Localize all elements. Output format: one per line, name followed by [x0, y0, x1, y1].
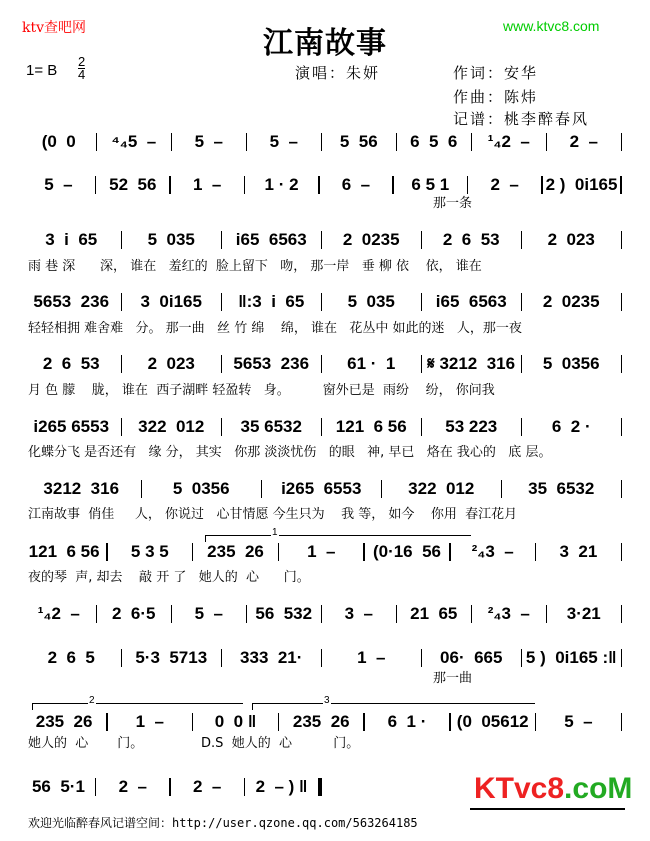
footer-text: 欢迎光临醉春风记谱空间：http://user.qzone.qq.com/563264185 — [28, 816, 418, 830]
barline — [621, 293, 623, 311]
barline — [521, 355, 523, 373]
measure: 322 012 — [138, 417, 205, 436]
measure: 3 – — [344, 604, 373, 623]
measure: 121 6 56 — [335, 417, 407, 436]
lyrics-line: 夜的琴 声, 却去 敲 开 了 她人的 心 门。 — [28, 570, 310, 585]
barline — [471, 605, 473, 623]
measure: 121 6 56 — [28, 542, 100, 561]
measure: i65 6563 — [235, 230, 307, 249]
barline — [244, 176, 246, 194]
measure: 35 6532 — [240, 417, 302, 436]
measure: 1 – — [193, 175, 222, 194]
measure: 0 0 ‖ — [214, 712, 257, 731]
measure: 35 6532 — [528, 479, 595, 498]
measure: 333 21· — [240, 648, 303, 667]
barline — [121, 293, 123, 311]
notation-row — [25, 541, 625, 563]
measure: 3 i 65 — [45, 230, 98, 249]
barline — [421, 418, 423, 436]
measure: 53 223 — [445, 417, 498, 436]
measure: 𝄋 3212 316 — [427, 354, 516, 373]
volta-2 — [32, 695, 243, 710]
measure: 5·3 5713 — [135, 648, 208, 667]
transcriber: 记谱：桃李醉春风 — [453, 110, 590, 128]
measure: 5 035 — [147, 230, 195, 249]
barline — [621, 605, 623, 623]
lyrics-line: 那一条 — [28, 196, 472, 211]
barline — [121, 649, 123, 667]
barline — [321, 293, 323, 311]
measure: 6 5 6 — [410, 132, 458, 151]
measure: 2 6 5 — [47, 648, 95, 667]
barline — [521, 649, 523, 667]
barline — [221, 418, 223, 436]
notation-row — [25, 229, 625, 251]
barline — [421, 355, 423, 373]
barline — [106, 713, 108, 731]
measure: ¹₄2 – — [37, 604, 80, 623]
barline — [246, 605, 248, 623]
barline — [621, 713, 623, 731]
measure: (0·16 56 — [372, 542, 441, 561]
measure: 5 – — [564, 712, 593, 731]
measure: 2 – — [569, 132, 598, 151]
measure: i265 6553 — [281, 479, 362, 498]
barline — [169, 176, 171, 194]
barline — [278, 713, 280, 731]
measure: 235 26 — [207, 542, 264, 561]
measure: 5 56 — [339, 132, 378, 151]
barline — [421, 649, 423, 667]
barline — [449, 543, 451, 561]
volta-1-label: 1 — [272, 527, 278, 538]
measure: 5 0356 — [542, 354, 600, 373]
barline — [421, 231, 423, 249]
measure: 2 6 53 — [42, 354, 100, 373]
barline — [106, 543, 108, 561]
barline — [621, 231, 623, 249]
measure: 1 – — [135, 712, 164, 731]
barline — [467, 176, 469, 194]
barline — [521, 418, 523, 436]
measure: 6 1 · — [387, 712, 427, 731]
logo-divider — [470, 808, 625, 810]
measure: 2 – ) ‖ — [255, 777, 308, 796]
site-url-right: www.ktvc8.com — [503, 18, 600, 34]
barline — [396, 133, 398, 151]
measure: 2 – — [193, 777, 222, 796]
lyrics-line: 化蝶分飞 是否还有 缘 分， 其实 你那 淡淡忧伤 的眼 神, 早已 烙在 我心的 底 层。 — [28, 445, 552, 460]
measure: 2 023 — [147, 354, 195, 373]
barline — [621, 355, 623, 373]
song-title: 江南故事 — [263, 26, 387, 61]
measure: 3 0i165 — [140, 292, 202, 311]
meter-top: 2 — [78, 54, 86, 69]
barline — [246, 133, 248, 151]
volta-1 — [205, 527, 471, 542]
notation-row — [25, 647, 625, 669]
barline — [192, 713, 194, 731]
barline — [621, 418, 623, 436]
barline — [392, 176, 394, 194]
barline — [321, 355, 323, 373]
measure: 5 – — [194, 604, 223, 623]
measure: 2 6 53 — [442, 230, 500, 249]
barline — [221, 231, 223, 249]
barline — [121, 231, 123, 249]
barline — [95, 778, 97, 796]
barline — [192, 543, 194, 561]
measure: 5 035 — [347, 292, 395, 311]
measure: 56 532 — [255, 604, 313, 623]
measure: 5653 236 — [233, 354, 310, 373]
barline — [421, 293, 423, 311]
barline — [278, 543, 280, 561]
measure: 322 012 — [408, 479, 475, 498]
barline — [621, 133, 623, 151]
measure: 5 ) 0i165 :‖ — [525, 648, 617, 667]
measure: 56 5·1 — [31, 777, 85, 796]
barline — [621, 649, 623, 667]
measure: ‖:3 i 65 — [238, 292, 305, 311]
composer: 作曲：陈炜 — [453, 88, 539, 106]
lyrics-line: 那一曲 — [28, 671, 472, 686]
barline — [244, 778, 246, 796]
lyrics-line: 月 色 朦 胧， 谁在 西子湖畔 轻盈转 身。 窗外已是 雨纷 纷， 你问我 — [28, 383, 495, 398]
barline — [521, 231, 523, 249]
notation-row — [25, 174, 625, 196]
singer: 演唱：朱妍 — [295, 64, 381, 82]
notation-row — [25, 603, 625, 625]
barline — [621, 543, 623, 561]
barline — [541, 176, 543, 194]
logo-red: KTvc8 — [474, 772, 565, 805]
ktvc8-logo — [474, 772, 632, 806]
barline — [321, 605, 323, 623]
measure: 5 0356 — [172, 479, 230, 498]
barline — [318, 778, 322, 796]
measure: ¹₄2 – — [487, 132, 530, 151]
measure: 2 – — [490, 175, 519, 194]
measure: (0 0 — [41, 132, 76, 151]
measure: 06· 665 — [440, 648, 503, 667]
measure: 3·21 — [566, 604, 601, 623]
measure: 2 0235 — [542, 292, 600, 311]
measure: 235 26 — [292, 712, 350, 731]
barline — [546, 133, 548, 151]
measure: 2 – — [118, 777, 147, 796]
key-signature: 1= B — [26, 62, 58, 79]
measure: 235 26 — [35, 712, 93, 731]
barline — [221, 355, 223, 373]
barline — [321, 231, 323, 249]
barline — [396, 605, 398, 623]
barline — [221, 649, 223, 667]
lyrics-line: 雨 巷 深 深， 谁在 羞红的 脸上留下 吻， 那一岸 垂 柳 依 依， 谁在 — [28, 259, 482, 274]
logo-green: .coM — [564, 772, 633, 805]
lyrics-line: 轻轻相拥 难舍难 分。 那一曲 丝 竹 绵 绵， 谁在 花丛中 如此的迷 人，那一夜 — [28, 321, 522, 336]
notation-row — [25, 776, 325, 798]
measure: 2 6·5 — [112, 604, 156, 623]
notation-row — [25, 416, 625, 438]
barline — [95, 176, 97, 194]
barline — [381, 480, 383, 498]
barline — [321, 418, 323, 436]
barline — [318, 176, 320, 194]
barline — [363, 543, 365, 561]
measure: 6 5 1 — [411, 175, 450, 194]
volta-3 — [252, 695, 535, 710]
measure: 2 ) 0i165 — [545, 175, 618, 194]
meter-bottom: 4 — [78, 67, 86, 82]
volta-2-label: 2 — [89, 695, 95, 706]
barline — [321, 649, 323, 667]
barline — [321, 133, 323, 151]
barline — [121, 418, 123, 436]
barline — [621, 480, 623, 498]
measure: i265 6553 — [33, 417, 110, 436]
time-signature — [78, 56, 85, 81]
barline — [363, 713, 365, 731]
barline — [96, 605, 98, 623]
measure: 52 56 — [109, 175, 157, 194]
barline — [535, 713, 537, 731]
measure: 6 – — [341, 175, 371, 194]
site-name-left: ktv查吧网 — [22, 20, 87, 36]
notation-row — [25, 711, 625, 733]
barline — [171, 133, 173, 151]
measure: 61 · 1 — [347, 354, 396, 373]
measure: 1 – — [357, 648, 386, 667]
barline — [546, 605, 548, 623]
lyrics-line: 江南故事 俏佳 人， 你说过 心甘情愿 今生只为 我 等， 如今 你用 春江花月 — [28, 507, 518, 522]
barline — [171, 605, 173, 623]
barline — [169, 778, 171, 796]
measure: ²₄3 – — [471, 542, 514, 561]
notation-row — [25, 291, 625, 313]
notation-row — [25, 131, 625, 153]
barline — [449, 713, 451, 731]
volta-3-label: 3 — [324, 695, 330, 706]
measure: 5 – — [44, 175, 73, 194]
measure: 5 – — [269, 132, 298, 151]
measure: ⁴₄5 – — [111, 132, 157, 151]
measure: 21 65 — [410, 604, 458, 623]
barline — [501, 480, 503, 498]
measure: (0 05612 — [456, 712, 529, 731]
lyrics-line: 她人的 心 门。 D.S 她人的 心 门。 — [28, 736, 360, 751]
measure: 3212 316 — [43, 479, 120, 498]
barline — [221, 293, 223, 311]
measure: 1 · 2 — [264, 175, 299, 194]
barline — [535, 543, 537, 561]
barline — [261, 480, 263, 498]
measure: 5 – — [194, 132, 223, 151]
barline — [471, 133, 473, 151]
barline — [96, 133, 98, 151]
barline — [521, 293, 523, 311]
measure: 2 0235 — [342, 230, 400, 249]
lyricist: 作词：安华 — [453, 64, 539, 82]
measure: 6 2 · — [551, 417, 591, 436]
measure: i65 6563 — [435, 292, 507, 311]
measure: 2 023 — [547, 230, 595, 249]
measure: 1 – — [307, 542, 336, 561]
measure: 3 21 — [559, 542, 598, 561]
barline — [121, 355, 123, 373]
notation-row — [25, 353, 625, 375]
barline — [620, 176, 622, 194]
barline — [141, 480, 143, 498]
measure: ²₄3 – — [487, 604, 530, 623]
notation-row — [25, 478, 625, 500]
measure: 5653 236 — [33, 292, 110, 311]
measure: 5 3 5 — [130, 542, 169, 561]
